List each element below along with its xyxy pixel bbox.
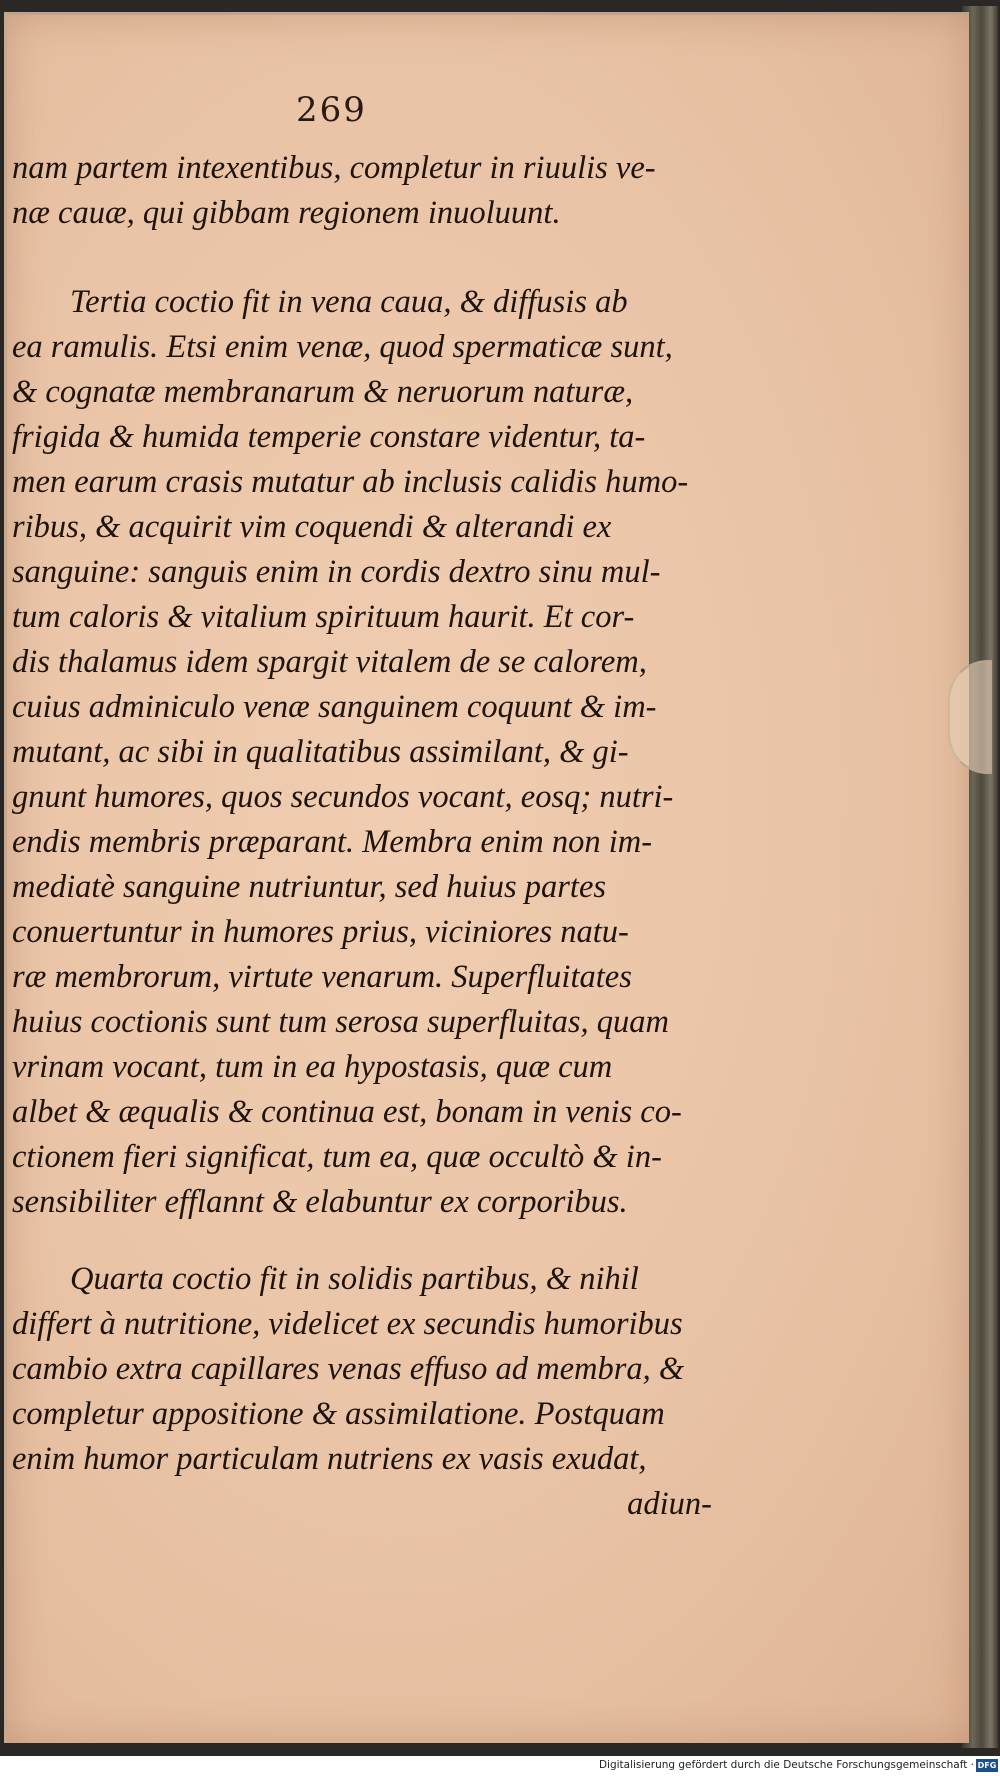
text-line: conuertuntur in humores prius, viciniores natu- <box>12 914 629 950</box>
text-line: tum caloris & vitalium spirituum haurit. Et cor- <box>12 599 635 635</box>
page-number: 269 <box>296 90 367 130</box>
text-line: Quarta coctio fit in solidis partibus, & nihil <box>70 1261 639 1297</box>
text-line: mutant, ac sibi in qualitatibus assimilant, & gi- <box>12 734 629 770</box>
text-line: Tertia coctio fit in vena caua, & diffusis ab <box>70 284 628 320</box>
paragraph-3 <box>12 1257 712 1482</box>
text-line: vrinam vocant, tum in ea hypostasis, quæ cum <box>12 1049 613 1085</box>
text-line: dis thalamus idem spargit vitalem de se calorem, <box>12 644 647 680</box>
page-tab-marker <box>948 660 992 774</box>
text-line: nam partem intexentibus, completur in riuulis ve- <box>12 150 656 186</box>
paragraph-1 <box>12 146 712 236</box>
paragraph-2 <box>12 280 712 1225</box>
page-text <box>12 146 712 1527</box>
text-line: ribus, & acquirit vim coquendi & alterandi ex <box>12 509 612 545</box>
text-line: ea ramulis. Etsi enim venæ, quod spermaticæ sunt, <box>12 329 673 365</box>
text-line: sensibiliter efflannt & elabuntur ex corporibus. <box>12 1184 628 1220</box>
text-line: enim humor particulam nutriens ex vasis exudat, <box>12 1441 647 1477</box>
text-line: sanguine: sanguis enim in cordis dextro sinu mul- <box>12 554 661 590</box>
text-line: huius coctionis sunt tum serosa superfluitas, quam <box>12 1004 669 1040</box>
digitization-footer <box>0 1756 1000 1776</box>
text-line: men earum crasis mutatur ab inclusis calidis humo- <box>12 464 689 500</box>
footer-credit: Digitalisierung gefördert durch die Deutsche Forschungsgemeinschaft · <box>598 1759 974 1771</box>
dfg-logo: DFG <box>977 1761 997 1770</box>
text-line: ctionem fieri significat, tum ea, quæ occultò & in- <box>12 1139 662 1175</box>
text-line: gnunt humores, quos secundos vocant, eosq; nutri- <box>12 779 674 815</box>
text-line: mediatè sanguine nutriuntur, sed huius partes <box>12 869 607 905</box>
text-line: cuius adminiculo venæ sanguinem coquunt & im- <box>12 689 657 725</box>
text-line: differt à nutritione, videlicet ex secundis humoribus <box>12 1306 683 1342</box>
text-line: cambio extra capillares venas effuso ad membra, & <box>12 1351 685 1387</box>
text-line: & cognatæ membranarum & neruorum naturæ, <box>12 374 634 410</box>
text-line: albet & æqualis & continua est, bonam in venis co- <box>12 1094 682 1130</box>
text-line: endis membris præparant. Membra enim non im- <box>12 824 653 860</box>
catchword: adiun- <box>627 1486 712 1522</box>
text-line: ræ membrorum, virtute venarum. Superfluitates <box>12 959 632 995</box>
text-line: completur appositione & assimilatione. Postquam <box>12 1396 665 1432</box>
text-line: frigida & humida temperie constare videntur, ta- <box>12 419 646 455</box>
text-line: næ cauæ, qui gibbam regionem inuoluunt. <box>12 195 561 231</box>
